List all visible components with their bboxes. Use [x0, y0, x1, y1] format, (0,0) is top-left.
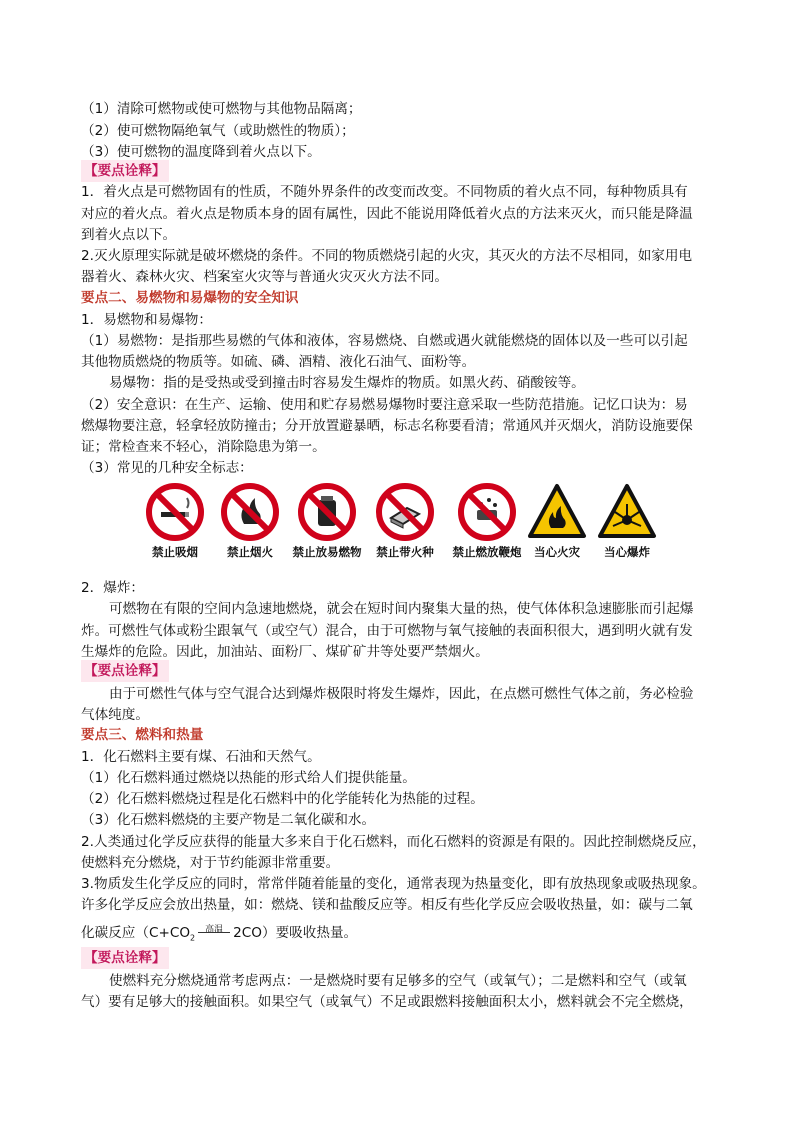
sign-label: 禁止烟火 [227, 545, 273, 559]
text-line: 使燃料充分燃烧通常考虑两点：一是燃烧时要有足够多的空气（或氧气）；二是燃料和空气（或氧 [109, 973, 687, 989]
text-line: 到着火点以下。 [81, 227, 177, 243]
reaction-condition: 高温 [195, 922, 233, 944]
no-smoking-icon [145, 482, 205, 542]
fire-warning-icon [527, 482, 587, 542]
text-line: （3）常见的几种安全标志： [81, 460, 253, 476]
text-line: （3）使可燃物的温度降到着火点以下。 [81, 144, 321, 160]
text-line: 燃爆物要注意，轻拿轻放防撞击；分开放置避暴晒，标志名称要看清；常通风并灭烟火，消防设施要保 [81, 418, 693, 434]
text-line: 1．化石燃料主要有煤、石油和天然气。 [81, 749, 321, 765]
sign-label: 禁止带火种 [376, 545, 434, 559]
text-line: 许多化学反应会放出热量，如：燃烧、镁和盐酸反应等。相反有些化学反应会吸收热量，如：碳与二氧 [81, 897, 693, 913]
text-line: 器着火、森林火灾、档案室火灾等与普通火灾灭火方法不同。 [81, 269, 449, 285]
text-line: （2）安全意识：在生产、运输、使用和贮存易燃易爆物时要注意采取一些防范措施。记忆口诀为：易 [81, 397, 688, 413]
explosion-warning-icon [597, 482, 657, 542]
equation-line: 化碳反应（$C+CO_2$ 高温 2CO）要吸收热量。 [81, 922, 721, 950]
text-line: 3.物质发生化学反应的同时，常常伴随着能量的变化，通常表现为热量变化，即有放热现象或吸热现象。 [81, 876, 706, 892]
text-line: （1）易燃物：是指那些易燃的气体和液体，容易燃烧、自燃或遇火就能燃烧的固体以及一些可以引起 [81, 333, 688, 349]
text-line: 使燃料充分燃烧，对于节约能源非常重要。 [81, 855, 340, 871]
text-line: 证；常检查来不轻心，消除隐患为第一。 [81, 439, 326, 455]
sign-no-fire-source [365, 480, 445, 568]
text-line: （1）化石燃料通过燃烧以热能的形式给人们提供能量。 [81, 770, 416, 786]
sign-label: 禁止吸烟 [152, 545, 198, 559]
text-line: 易爆物：指的是受热或受到撞击时容易发生爆炸的物质。如黑火药、硝酸铵等。 [109, 375, 585, 391]
text-line: 2.人类通过化学反应获得的能量大多来自于化石燃料，而化石燃料的资源是有限的。因此控制燃烧反应， [81, 834, 706, 850]
sign-no-flammable [287, 480, 367, 568]
text-line: 2.灭火原理实际就是破坏燃烧的条件。不同的物质燃烧引起的火灾，其灭火的方法不尽相同，如家用电 [81, 248, 693, 264]
sign-label: 当心火灾 [534, 545, 580, 559]
text-line: 气体纯度。 [81, 707, 149, 723]
text-line: 2．爆炸： [81, 580, 145, 596]
text-line: 其他物质燃烧的物质等。如硫、磷、酒精、液化石油气、面粉等。 [81, 354, 476, 370]
sign-label: 禁止放易燃物 [292, 545, 362, 559]
sign-no-firecracker [447, 480, 527, 568]
text-line: 可燃物在有限的空间内急速地燃烧，就会在短时间内聚集大量的热，使气体体积急速膨胀而引起爆 [109, 601, 694, 617]
section-heading: 要点二、易燃物和易爆物的安全知识 [81, 290, 299, 306]
text-line: 由于可燃性气体与空气混合达到爆炸极限时将发生爆炸，因此，在点燃可燃性气体之前，务必检验 [109, 686, 694, 702]
safety-signs-image [135, 480, 667, 570]
sign-label: 禁止燃放鞭炮 [452, 545, 522, 559]
text-line: （3）化石燃料燃烧的主要产物是二氧化碳和水。 [81, 812, 376, 828]
text-line: （1）清除可燃物或使可燃物与其他物品隔离； [81, 101, 362, 117]
sign-no-fire [210, 480, 290, 568]
sign-explosion-warning [587, 480, 667, 568]
sign-no-smoking [135, 480, 215, 568]
text-line: 1．着火点是可燃物固有的性质，不随外界条件的改变而改变。不同物质的着火点不同，每种物质具有 [81, 184, 688, 200]
text-line: 炸。可燃性气体或粉尘跟氧气（或空气）混合，由于可燃物与氧气接触的表面积很大，遇到明火就有发 [81, 623, 693, 639]
key-point-tag: 【要点诠释】 [81, 947, 169, 969]
sign-label: 当心爆炸 [604, 545, 650, 559]
text-line: 对应的着火点。着火点是物质本身的固有属性，因此不能说用降低着火点的方法来灭火，而只能是降温 [81, 206, 693, 222]
text-line: 1．易燃物和易爆物： [81, 312, 212, 328]
text-line: （2）使可燃物隔绝氧气（或助燃性的物质）； [81, 123, 355, 139]
no-firecracker-icon [457, 482, 517, 542]
no-fire-icon [220, 482, 280, 542]
key-point-tag: 【要点诠释】 [81, 160, 169, 182]
section-heading: 要点三、燃料和热量 [81, 727, 204, 743]
no-fire-source-icon [375, 482, 435, 542]
no-flammable-icon [297, 482, 357, 542]
text-line: 气）要有足够大的接触面积。如果空气（或氧气）不足或跟燃料接触面积太小，燃料就会不完全燃烧， [81, 994, 693, 1010]
text-line: 生爆炸的危险。因此，加油站、面粉厂、煤矿矿井等处要严禁烟火。 [81, 644, 489, 660]
text-line: （2）化石燃料燃烧过程是化石燃料中的化学能转化为热能的过程。 [81, 791, 484, 807]
sign-fire-warning [517, 480, 597, 568]
key-point-tag: 【要点诠释】 [81, 660, 169, 682]
